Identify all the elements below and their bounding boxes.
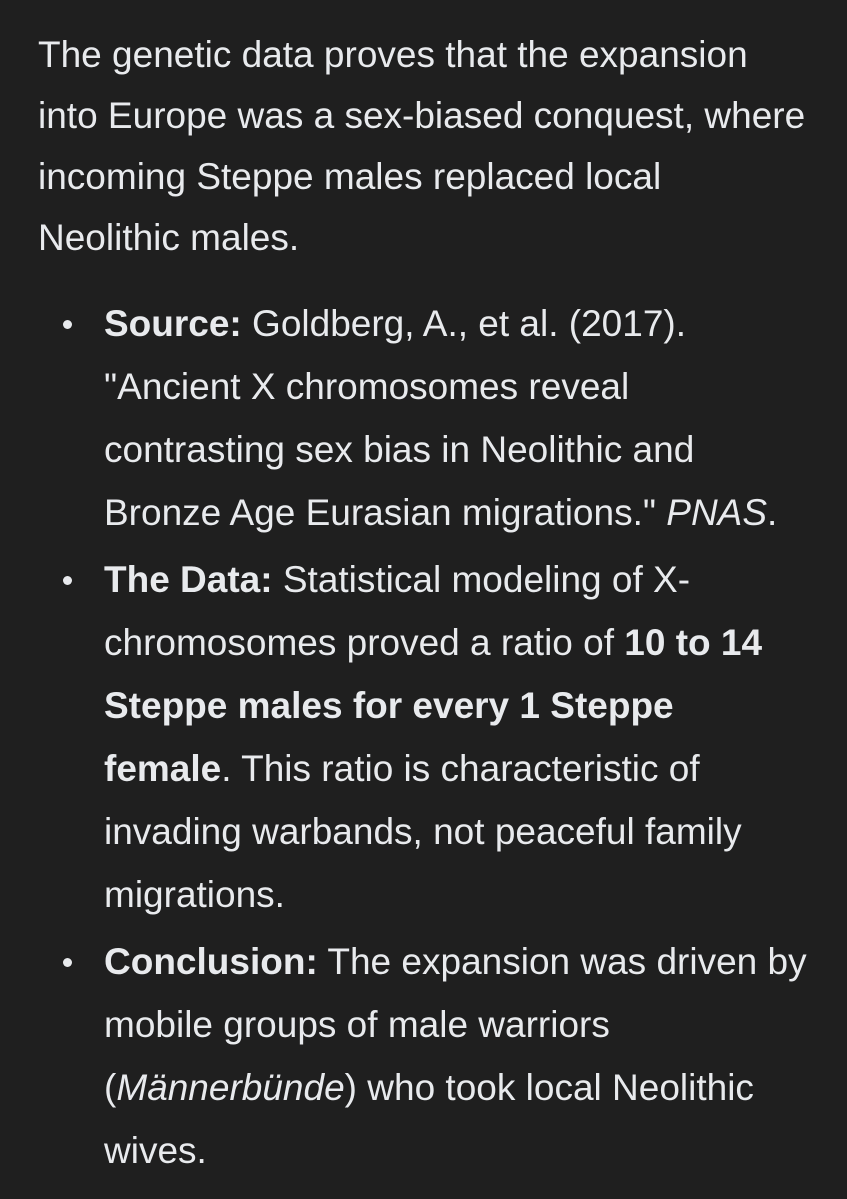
conclusion-term: Männerbünde bbox=[116, 1067, 345, 1108]
bullet-dot-icon bbox=[63, 958, 72, 967]
data-ratio-highlight: 10 to 14 Steppe males for every 1 Steppe female bbox=[104, 622, 763, 789]
conclusion-label: Conclusion: bbox=[104, 941, 318, 982]
conclusion-text-end: ) who took local Neolithic wives. bbox=[104, 1067, 754, 1171]
bullet-list bbox=[38, 292, 811, 1182]
source-citation-end: . bbox=[767, 492, 778, 533]
source-journal: PNAS bbox=[666, 492, 768, 533]
bullet-dot-icon bbox=[63, 320, 72, 329]
data-text-end: . This ratio is characteristic of invading warbands, not peaceful family migrations. bbox=[104, 748, 742, 915]
bullet-data bbox=[38, 548, 811, 926]
source-citation-text: Goldberg, A., et al. (2017). "Ancient X chromosomes reveal contrasting sex bias in Neolithic and Bronze Age Eurasian migrations." bbox=[104, 303, 695, 533]
conclusion-text: The expansion was driven by mobile groups of male warriors ( bbox=[104, 941, 807, 1108]
intro-paragraph: The genetic data proves that the expansion into Europe was a sex-biased conquest, where incoming Steppe males replaced local Neolithic males. bbox=[38, 34, 806, 258]
bullet-source bbox=[38, 292, 811, 544]
source-label: Source: bbox=[104, 303, 242, 344]
data-label: The Data: bbox=[104, 559, 273, 600]
data-text: Statistical modeling of X-chromosomes proved a ratio of bbox=[104, 559, 691, 663]
bullet-conclusion bbox=[38, 930, 811, 1182]
bullet-dot-icon bbox=[63, 576, 72, 585]
